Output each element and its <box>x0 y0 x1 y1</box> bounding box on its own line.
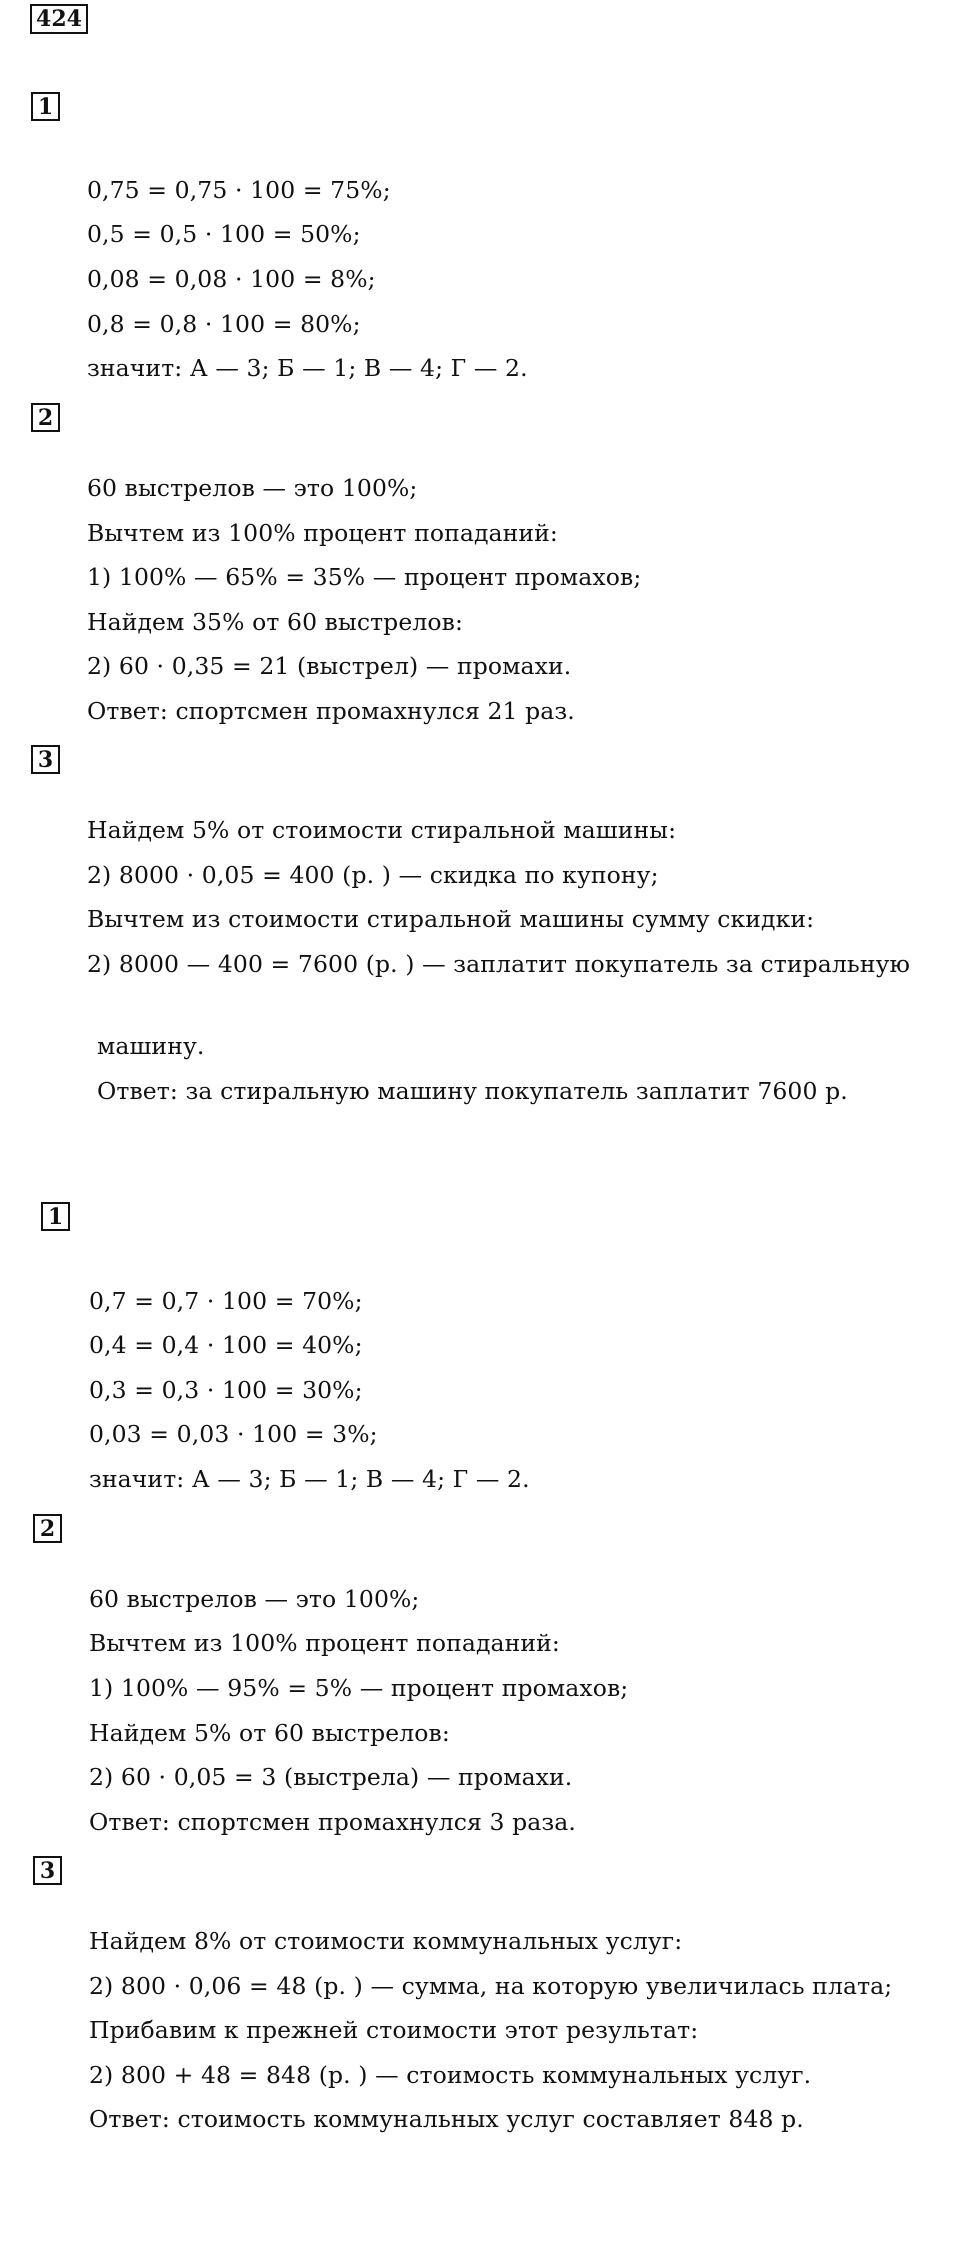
solution-line: Вычтем из стоимости стиральной машины сумму скидки: <box>87 905 815 933</box>
solution-line: 1) 100% — 95% = 5% — процент промахов; <box>89 1674 629 1702</box>
task-number-box <box>31 403 60 432</box>
solution-line: 2) 800 + 48 = 848 (р. ) — стоимость коммунальных услуг. <box>89 2061 812 2089</box>
solution-line: 0,7 = 0,7 · 100 = 70%; <box>89 1287 363 1315</box>
task-number-box <box>33 1856 62 1885</box>
solution-line: 60 выстрелов — это 100%; <box>87 474 418 502</box>
solution-line: 0,4 = 0,4 · 100 = 40%; <box>89 1331 363 1359</box>
solution-line: Найдем 5% от стоимости стиральной машины: <box>87 816 677 844</box>
problem-number-box <box>30 4 88 34</box>
task-number-box <box>33 1514 62 1543</box>
solution-line: 0,75 = 0,75 · 100 = 75%; <box>87 176 391 204</box>
solution-line: 0,08 = 0,08 · 100 = 8%; <box>87 265 376 293</box>
solution-line: 0,3 = 0,3 · 100 = 30%; <box>89 1376 363 1404</box>
answer-line: Ответ: спортсмен промахнулся 3 раза. <box>89 1808 576 1836</box>
solution-line: 2) 8000 · 0,05 = 400 (р. ) — скидка по купону; <box>87 861 659 889</box>
solution-line: Вычтем из 100% процент попаданий: <box>89 1629 560 1657</box>
solution-line: Найдем 8% от стоимости коммунальных услуг: <box>89 1927 683 1955</box>
task-number: 1 <box>37 93 54 120</box>
answer-line: Ответ: спортсмен промахнулся 21 раз. <box>87 697 575 725</box>
solution-line: 1) 100% — 65% = 35% — процент промахов; <box>87 563 642 591</box>
task-number-box <box>31 92 60 121</box>
task-number: 2 <box>37 404 54 431</box>
solution-line: 0,8 = 0,8 · 100 = 80%; <box>87 310 361 338</box>
solution-line: 2) 60 · 0,05 = 3 (выстрела) — промахи. <box>89 1763 573 1791</box>
solution-line: Найдем 5% от 60 выстрелов: <box>89 1719 450 1747</box>
task-number: 2 <box>39 1515 56 1542</box>
solution-line: Вычтем из 100% процент попаданий: <box>87 519 558 547</box>
answer-line: Ответ: за стиральную машину покупатель заплатит 7600 р. <box>97 1077 848 1105</box>
task-number: 1 <box>47 1203 64 1230</box>
task-number-box <box>41 1202 70 1231</box>
solution-line-continued: машину. <box>97 1032 205 1060</box>
solution-line: 0,5 = 0,5 · 100 = 50%; <box>87 220 361 248</box>
task-number: 3 <box>39 1857 56 1884</box>
task-number: 3 <box>37 746 54 773</box>
solution-line: 2) 60 · 0,35 = 21 (выстрел) — промахи. <box>87 652 572 680</box>
solution-line: Прибавим к прежней стоимости этот результат: <box>89 2016 699 2044</box>
solution-line: Найдем 35% от 60 выстрелов: <box>87 608 463 636</box>
solution-line: 2) 8000 — 400 = 7600 (р. ) — заплатит покупатель за стиральную <box>87 950 911 978</box>
solution-line: 2) 800 · 0,06 = 48 (р. ) — сумма, на которую увеличилась плата; <box>89 1972 893 2000</box>
conclusion-line: значит: А — 3; Б — 1; В — 4; Г — 2. <box>89 1465 530 1493</box>
problem-number: 424 <box>36 6 82 32</box>
solution-line: 60 выстрелов — это 100%; <box>89 1585 420 1613</box>
answer-line: Ответ: стоимость коммунальных услуг составляет 848 р. <box>89 2105 804 2133</box>
task-number-box <box>31 745 60 774</box>
conclusion-line: значит: А — 3; Б — 1; В — 4; Г — 2. <box>87 354 528 382</box>
solution-line: 0,03 = 0,03 · 100 = 3%; <box>89 1420 378 1448</box>
